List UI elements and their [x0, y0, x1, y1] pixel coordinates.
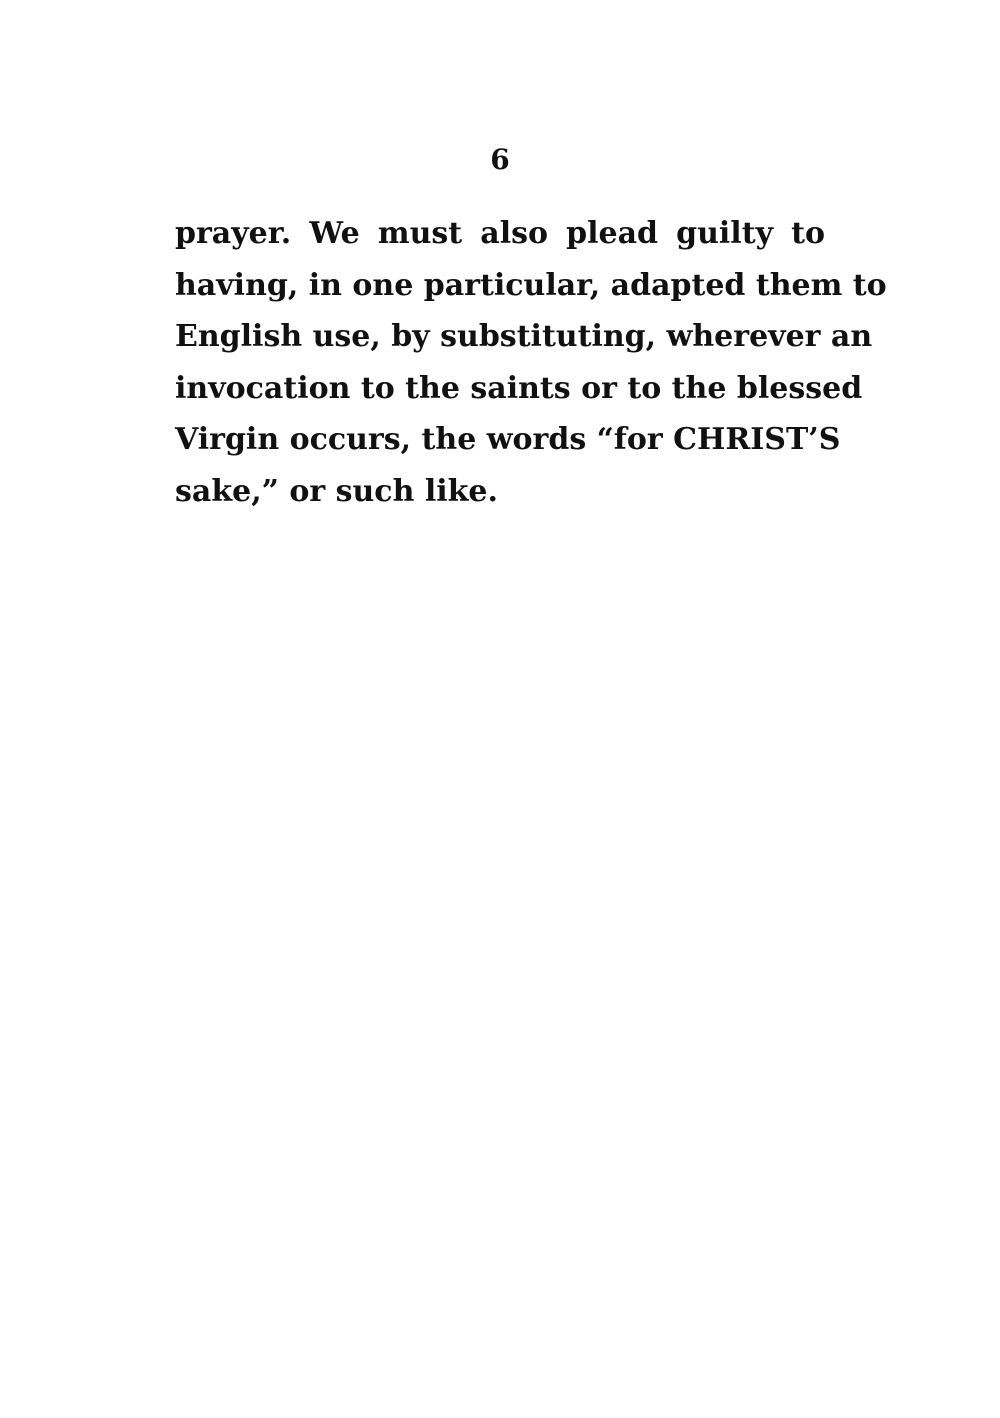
text-line-2: having, in one particular, adapted them to	[175, 267, 887, 303]
body-paragraph	[175, 208, 887, 517]
text-line-6: sake,” or such like.	[175, 473, 498, 509]
text-line-3: English use, by substituting, wherever an	[175, 319, 873, 354]
text-line-1: prayer. We must also plead guilty to	[175, 216, 825, 251]
page-number: 6	[490, 143, 510, 176]
text-line-4: invocation to the saints or to the blessed	[175, 370, 863, 406]
text-line-5: Virgin occurs, the words “for CHRIST’S	[175, 422, 841, 457]
